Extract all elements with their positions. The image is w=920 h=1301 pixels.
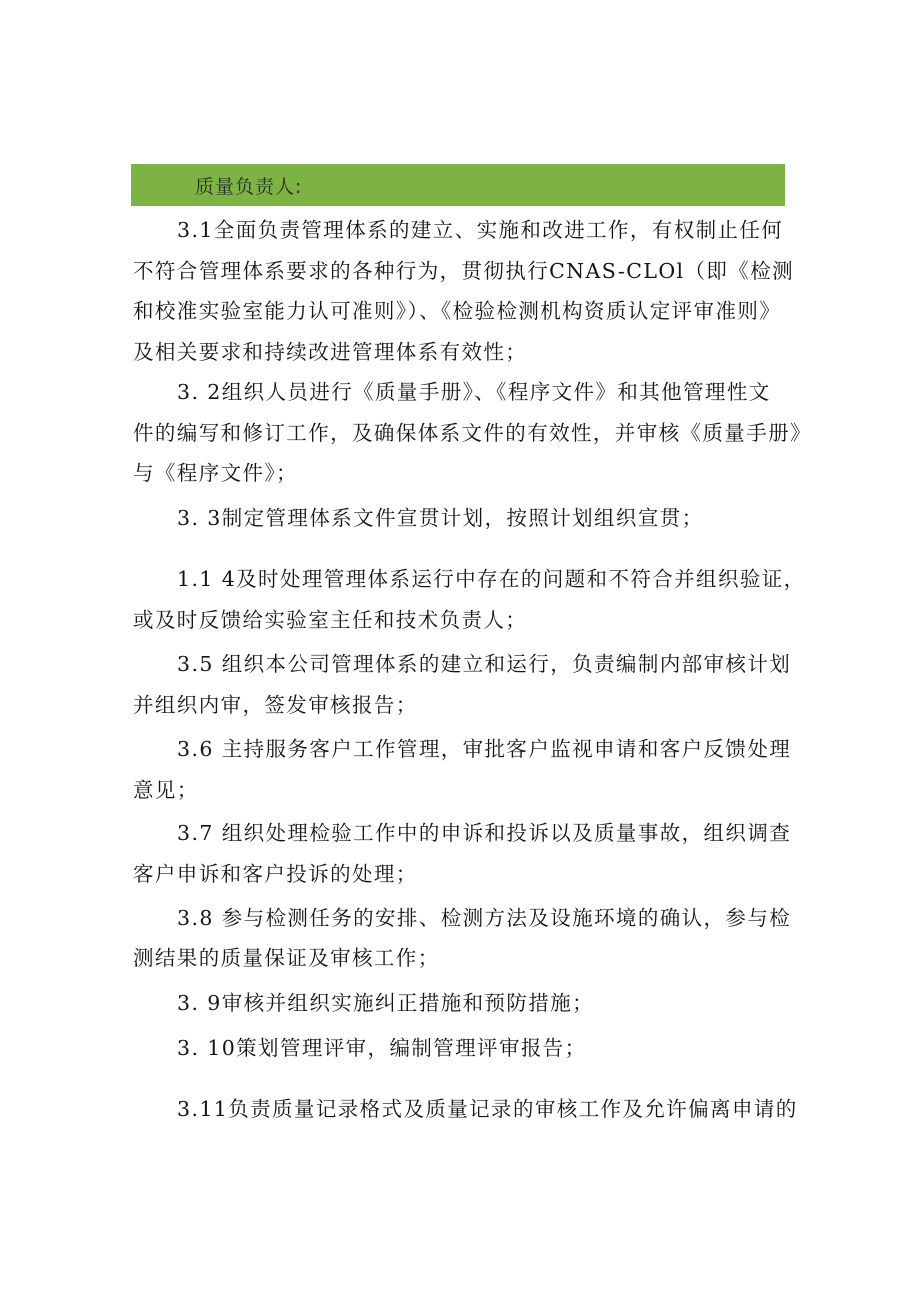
- item-3-1-line-2: 不符合管理体系要求的各种行为，贯彻执行CNAS-CLOl（即《检测: [133, 259, 795, 283]
- item-3-4-line-1: 1.1 4及时处理管理体系运行中存在的问题和不符合并组织验证，: [177, 567, 806, 591]
- item-3-6-line-1: 3.6 主持服务客户工作管理，审批客户监视申请和客户反馈处理: [177, 737, 792, 761]
- item-3-1-line-4: 及相关要求和持续改进管理体系有效性；: [133, 340, 528, 364]
- item-3-1-line-1: 3.1全面负责管理体系的建立、实施和改进工作，有权制止任何: [177, 218, 784, 242]
- item-3-7-line-2: 客户申诉和客户投诉的处理；: [133, 862, 418, 886]
- item-3-5-line-2: 并组织内审，签发审核报告；: [133, 693, 418, 717]
- item-3-1-line-3: 和校准实验室能力认可准则》）、《检验检测机构资质认定评审准则》: [133, 299, 782, 323]
- item-3-2-line-3: 与《程序文件》；: [133, 461, 298, 485]
- item-3-2-line-2: 件的编写和修订工作，及确保体系文件的有效性，并审核《质量手册》: [133, 421, 812, 445]
- item-3-10-line-1: 3. 10策划管理评审，编制管理评审报告；: [177, 1036, 587, 1060]
- item-3-8-line-1: 3.8 参与检测任务的安排、检测方法及设施环境的确认，参与检: [177, 906, 792, 930]
- item-3-11-line-1: 3.11负责质量记录格式及质量记录的审核工作及允许偏离申请的: [177, 1097, 798, 1121]
- item-3-4-line-2: 或及时反馈给实验室主任和技术负责人；: [133, 608, 528, 632]
- item-3-6-line-2: 意见；: [133, 778, 199, 802]
- item-3-7-line-1: 3.7 组织处理检验工作中的申诉和投诉以及质量事故，组织调查: [177, 821, 792, 845]
- section-title: 质量负责人:: [195, 175, 303, 198]
- item-3-2-line-1: 3. 2组织人员进行《质量手册》、《程序文件》和其他管理性文: [177, 380, 771, 404]
- item-3-3-line-1: 3. 3制定管理体系文件宣贯计划，按照计划组织宣贯；: [177, 506, 704, 530]
- item-3-5-line-1: 3.5 组织本公司管理体系的建立和运行，负责编制内部审核计划: [177, 652, 792, 676]
- item-3-9-line-1: 3. 9审核并组织实施纠正措施和预防措施；: [177, 991, 595, 1015]
- section-header-bar: [131, 164, 785, 206]
- item-3-8-line-2: 测结果的质量保证及审核工作；: [133, 946, 440, 970]
